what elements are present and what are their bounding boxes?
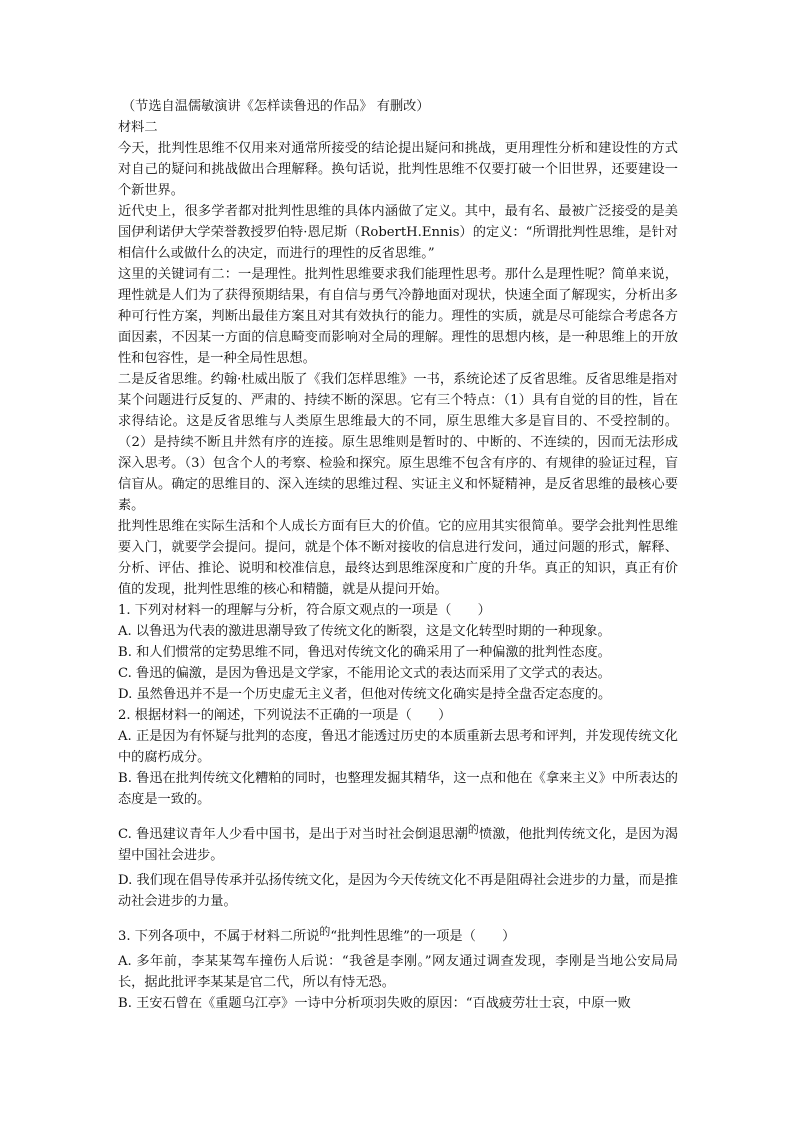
paragraph-1: 今天，批判性思维不仅用来对通常所接受的结论提出疑问和挑战，更用理性分析和建设性的方式对自己的疑问和挑战做出合理解释。换句话说，批判性思维不仅要打破一个旧世界，还要建设一个新世界。 [118,141,678,198]
document-page [118,96,678,1014]
paragraph-3: 这里的关键词有二：一是理性。批判性思维要求我们能理性思考。那什么是理性呢？简单来说，理性就是人们为了获得预期结果，有自信与勇气冷静地面对现状，快速全面了解现实，分析出多种可行性方案，判断出最佳方案且对其有效执行的能力。理性的实质，就是尽可能综合考虑各方面因素，不因某一方面的信息畸变而影响对全局的理解。理性的思想内核，是一种思维上的开放性和包容性，是一种全局性思想。 [118,267,678,366]
question-2-option-a: A. 正是因为有怀疑与批判的态度，鲁迅才能透过历史的本质重新去思考和评判，并发现传统文化中的腐朽成分。 [118,729,678,765]
question-3-stem-part2: “批判性思维”的一项是（ ） [330,929,516,944]
question-2-option-c-superscript: 的 [467,823,479,836]
question-2-option-c-part2: 愤激，他批判传统文化，是因为渴望中国社会进步。 [118,827,679,863]
question-3-stem-superscript: 的 [319,925,331,938]
question-3-stem-part1: 3. 下列各项中，不属于材料二所说 [118,929,320,944]
paragraph-2: 近代史上，很多学者都对批判性思维的具体内涵做了定义。其中，最有名、最被广泛接受的是美国伊利诺伊大学荣誉教授罗伯特·恩尼斯（RobertH.Ennis）的定义：“所谓批判性思维，是针对相信什么或做什么的决定，而进行的理性的反省思维。” [118,204,678,261]
question-2-stem: 2. 根据材料一的阐述，下列说法不正确的一项是（ ） [118,708,452,723]
question-1-option-c: C. 鲁迅的偏激，是因为鲁迅是文学家，不能用论文式的表达而采用了文学式的表达。 [118,666,611,681]
paragraph-5: 批判性思维在实际生活和个人成长方面有巨大的价值。它的应用其实很简单。要学会批判性思维要入门，就要学会提问。提问，就是个体不断对接收的信息进行发问，通过问题的形式，解释、分析、评估、推论、说明和校准信息，最终达到思维深度和广度的升华。真正的知识，真正有价值的发现，批判性思维的核心和精髓，就是从提问开始。 [118,519,678,597]
question-1-option-a: A. 以鲁迅为代表的激进思潮导致了传统文化的断裂，这是文化转型时期的一种现象。 [118,624,611,639]
question-3-stem [118,926,678,947]
question-1-stem: 1. 下列对材料一的理解与分析，符合原文观点的一项是（ ） [118,603,491,618]
question-3-option-b: B. 王安石曾在《重题乌江亭》一诗中分析项羽失败的原因：“百战疲劳壮士哀，中原一败 [118,996,631,1011]
material-two-title: 材料二 [118,120,158,135]
question-2-option-b: B. 鲁迅在批判传统文化糟粕的同时，也整理发掘其精华，这一点和他在《拿来主义》中所表达的态度是一致的。 [118,771,678,807]
question-2-option-c [118,824,678,866]
source-note: （节选自温儒敏演讲《怎样读鲁迅的作品》 有删改） [122,99,430,114]
question-2-option-c-part1: C. 鲁迅建议青年人少看中国书，是出于对当时社会倒退思潮 [118,827,468,842]
question-1-option-b: B. 和人们惯常的定势思维不同，鲁迅对传统文化的确采用了一种偏激的批判性态度。 [118,645,611,660]
paragraph-4: 二是反省思维。约翰·杜威出版了《我们怎样思维》一书，系统论述了反省思维。反省思维是指对某个问题进行反复的、严肃的、持续不断的深思。它有三个特点：（1）具有自觉的目的性，旨在求得结论。这是反省思维与人类原生思维最大的不同，原生思维大多是盲目的、不受控制的。（2）是持续不断且井然有序的连接。原生思维则是暂时的、中断的、不连续的，因而无法形成深入思考。（3）包含个人的考察、检验和探究。原生思维不包含有序的、有规律的验证过程，盲信盲从。确定的思维目的、深入连续的思维过程、实证主义和怀疑精神，是反省思维的最核心要素。 [118,372,678,513]
question-3-option-a: A. 多年前，李某某驾车撞伤人后说：“我爸是李刚。”网友通过调查发现，李刚是当地公安局局长，据此批评李某某是官二代，所以有恃无恐。 [118,954,678,990]
question-1-option-d: D. 虽然鲁迅并不是一个历史虚无主义者，但他对传统文化确实是持全盘否定态度的。 [118,687,612,702]
question-2-option-d: D. 我们现在倡导传承并弘扬传统文化，是因为今天传统文化不再是阻碍社会进步的力量，而是推动社会进步的力量。 [118,873,678,909]
